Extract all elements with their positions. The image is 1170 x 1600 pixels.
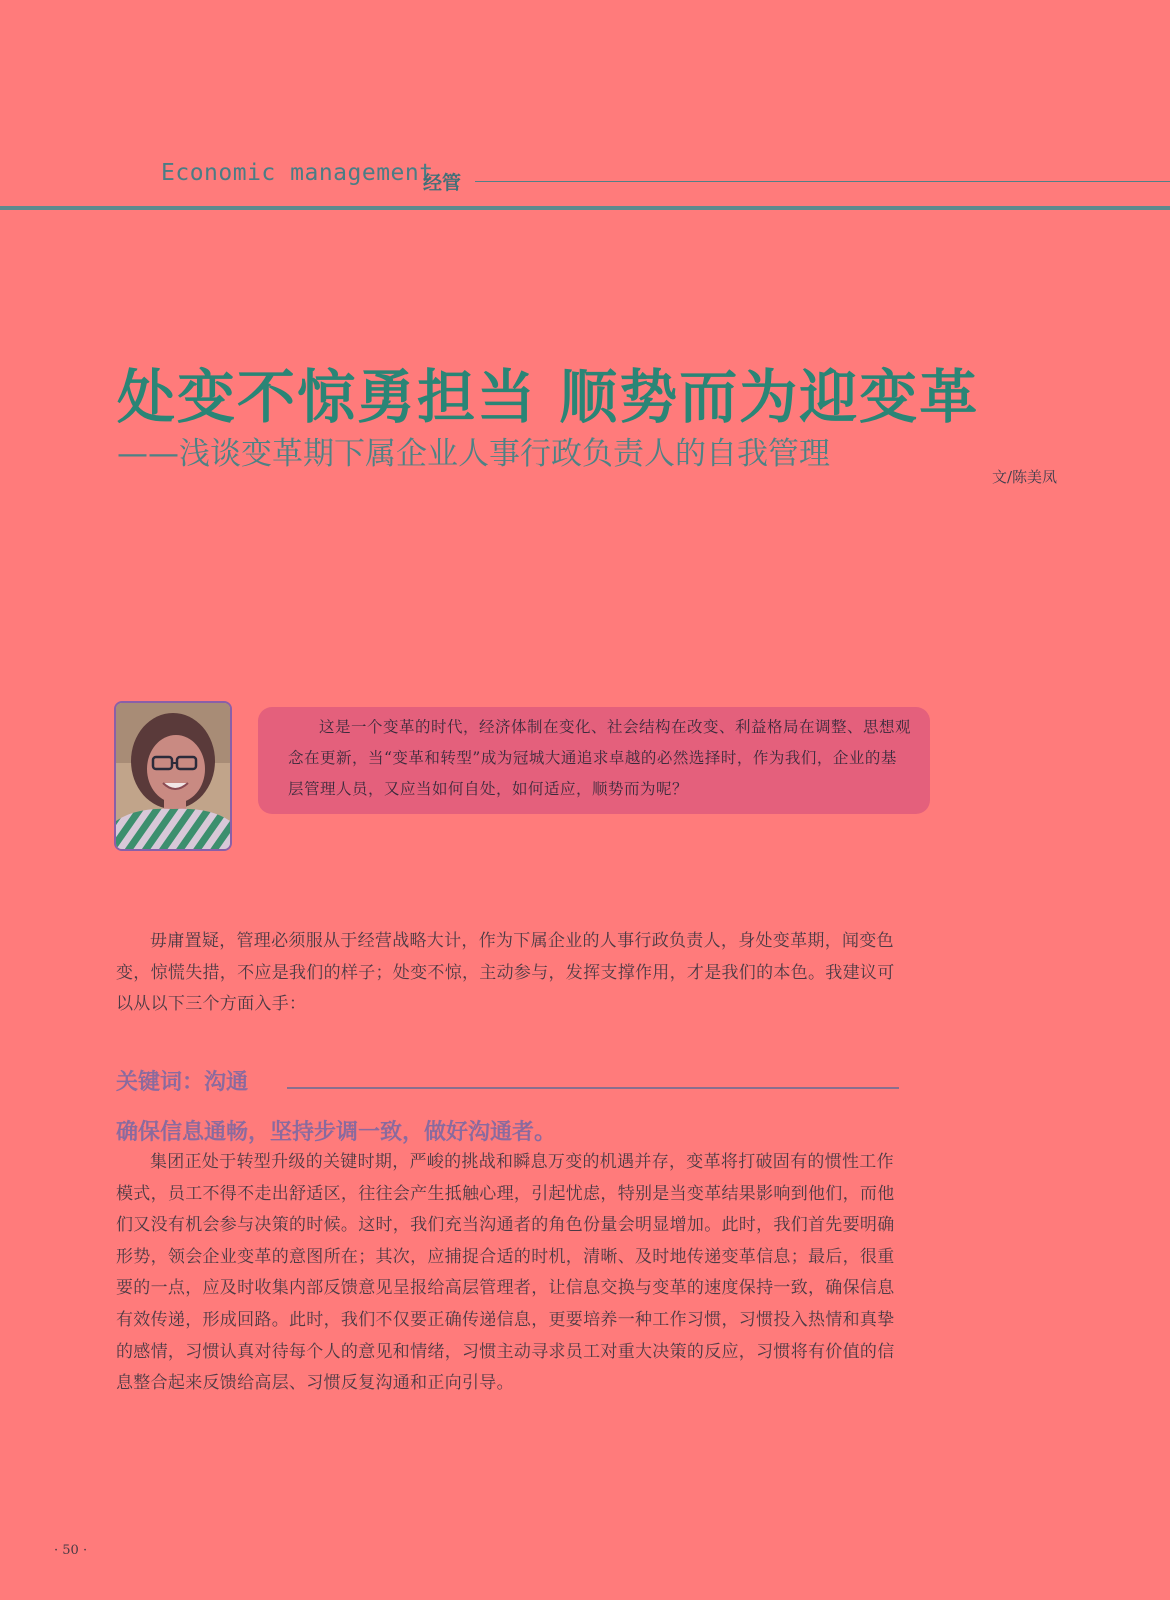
author-portrait-image [116, 703, 230, 849]
author-photo [114, 701, 232, 851]
section-keyword: 关键词：沟通 [116, 1070, 249, 1095]
opening-paragraph: 毋庸置疑，管理必须服从于经营战略大计，作为下属企业的人事行政负责人，身处变革期，闻变色变，惊慌失措，不应是我们的样子；处变不惊，主动参与，发挥支撑作用，才是我们的本色。我建议可以从以下三个方面入手： [116, 931, 895, 1015]
section-paragraph: 集团正处于转型升级的关键时期，严峻的挑战和瞬息万变的机遇并存，变革将打破固有的惯性工作模式，员工不得不走出舒适区，往往会产生抵触心理，引起忧虑，特别是当变革结果影响到他们，而他们又没有机会参与决策的时候。这时，我们充当沟通者的角色份量会明显增加。此时，我们首先要明确形势，领会企业变革的意图所在；其次，应捕捉合适的时机，清晰、及时地传递变革信息；最后，很重要的一点，应及时收集内部反馈意见呈报给高层管理者，让信息交换与变革的速度保持一致，确保信息有效传递，形成回路。此时，我们不仅要正确传递信息，更要培养一种工作习惯，习惯投入热情和真挚的感情，习惯认真对待每个人的意见和情绪，习惯主动寻求员工对重大决策的反应，习惯将有价值的信息整合起来反馈给高层、习惯反复沟通和正向引导。 [116, 1152, 895, 1394]
intro-text: 这是一个变革的时代，经济体制在变化、社会结构在改变、利益格局在调整、思想观念在更新，当“变革和转型”成为冠城大通追求卓越的必然选择时，作为我们，企业的基层管理人员，又应当如何自处，如何适应，顺势而为呢？ [288, 718, 912, 798]
section-label-cn: 经管 [423, 172, 462, 194]
section-heading: 确保信息通畅，坚持步调一致，做好沟通者。 [116, 1120, 557, 1145]
intro-callout [258, 707, 930, 814]
article-subtitle: ——浅谈变革期下属企业人事行政负责人的自我管理 [117, 436, 830, 472]
article-author: 文/陈美凤 [992, 468, 1058, 486]
header-band-line [0, 206, 1170, 210]
header-rule [475, 181, 1170, 182]
section-label-en: Economic management [161, 160, 434, 186]
article-title: 处变不惊勇担当 顺势而为迎变革 [117, 363, 980, 431]
section-keyword-rule [287, 1087, 899, 1089]
page-number: · 50 · [54, 1543, 88, 1558]
